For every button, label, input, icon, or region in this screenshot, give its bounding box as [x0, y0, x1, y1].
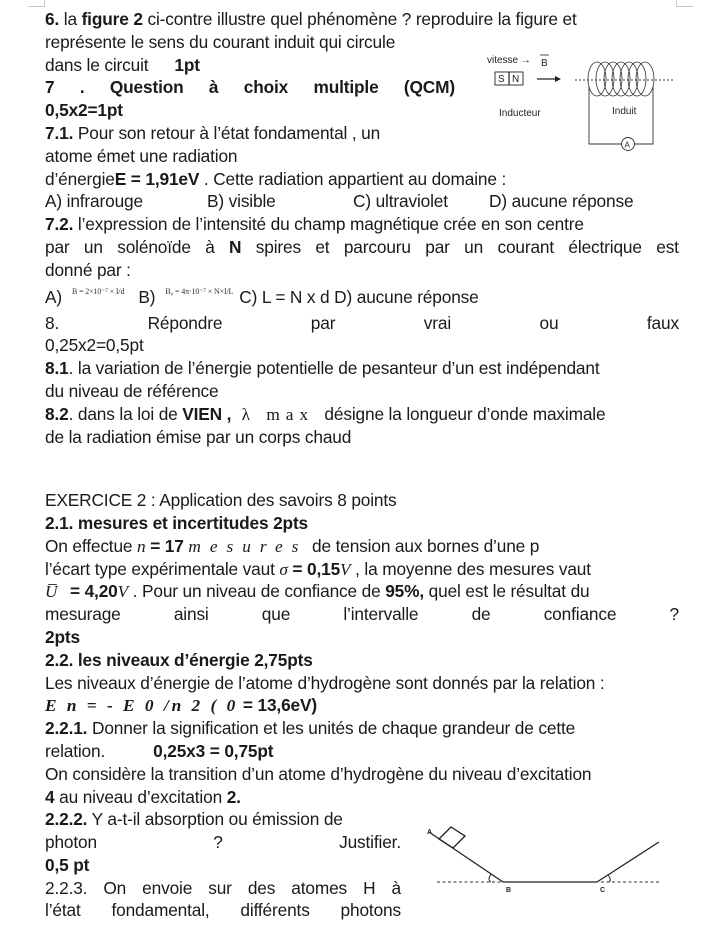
transition-line1: On considère la transition d’un atome d’hydrogène du niveau d’excitation — [45, 763, 592, 784]
point-c: C — [600, 887, 606, 894]
q8-heading-word: 8. — [45, 312, 60, 333]
q72-word: et — [315, 236, 330, 257]
q7-heading — [45, 76, 455, 99]
section-2-2-title: 2.2. les niveaux d’énergie 2,75pts — [45, 649, 313, 670]
induced-label: Induit — [612, 106, 637, 117]
transition-text: au niveau d’excitation — [54, 786, 227, 807]
magnet-n: N — [512, 74, 520, 85]
s21-u-value: = 4,20 — [65, 581, 118, 602]
s21-word: ? — [669, 604, 679, 625]
q72-word: est — [656, 236, 679, 257]
s223-word: 2.2.3. — [45, 877, 88, 898]
transition-from: 4 — [45, 786, 55, 807]
ramp-figure — [425, 822, 665, 907]
q8-heading-word: vrai — [423, 312, 452, 333]
q72-word: N — [229, 236, 242, 257]
s223-word: envoie — [142, 877, 193, 898]
q72-options — [45, 282, 679, 312]
q72-formula-a: B = 2×10⁻⁷ × I/d — [71, 286, 125, 296]
q82-number: 8.2 — [45, 403, 69, 424]
s21-word: confiance — [543, 604, 617, 625]
q71-text: . Cette radiation appartient au domaine : — [199, 168, 507, 189]
s22-relation-symbols: E n = - E 0 /n 2 ( 0 — [45, 696, 239, 716]
s221-line1 — [45, 717, 679, 740]
q7-points: 0,5x2=1pt — [45, 100, 123, 121]
q72-word: courant — [497, 236, 555, 257]
angle-arc-c — [608, 875, 610, 882]
q72-option-d: aucune réponse — [352, 286, 479, 307]
s21-line3 — [45, 580, 679, 603]
q6-line1 — [45, 8, 679, 31]
q72-word: électrique — [568, 236, 642, 257]
q72-option-c: C) L = N x d D) — [239, 286, 353, 307]
s223-word: des — [247, 877, 276, 898]
q71-text: d’énergie — [45, 168, 115, 189]
q82-symbol: λ max — [231, 404, 325, 424]
block — [439, 827, 465, 848]
q6-text: ci-contre illustre quel phénomène ? reproduire la figure et — [142, 9, 577, 29]
incline-cd — [597, 842, 659, 882]
q72-word: par — [425, 236, 450, 257]
s21-n-symbol: n — [137, 536, 146, 556]
q71-text: Pour son retour à l’état fondamental , un — [73, 122, 381, 143]
q81-number: 8.1 — [45, 358, 69, 379]
s21-line4 — [45, 603, 679, 626]
s221-text: Donner la signification et les unités de chaque grandeur de cette — [87, 718, 576, 739]
s22-relation-value: = 13,6eV) — [238, 695, 317, 716]
s21-mesures: mesures — [188, 536, 308, 556]
s21-u-symbol: U̅ — [45, 582, 58, 602]
q7-heading-word: choix — [243, 77, 289, 98]
q72-word: un — [83, 236, 103, 257]
solenoid-coils — [588, 62, 654, 96]
s21-word: que — [261, 604, 291, 625]
s222-word: Justifier. — [339, 832, 401, 853]
q71-line3 — [45, 168, 679, 191]
q7-heading-word: (QCM) — [403, 77, 455, 98]
s223-word: photons — [340, 900, 401, 921]
q7-heading-word: 7 — [45, 77, 55, 98]
s221-text: relation. — [45, 740, 106, 761]
q6-text: représente le sens du courant induit qui circule — [45, 31, 396, 52]
s22-relation — [45, 694, 679, 717]
q82-text: désigne la longueur d’onde maximale — [324, 403, 606, 424]
q8-points: 0,25x2=0,5pt — [45, 335, 144, 356]
q72-word: solénoïde — [117, 236, 191, 257]
q82-text: . dans la loi de — [68, 403, 183, 424]
s223-line1 — [45, 877, 401, 900]
s21-text: . Pour un niveau de confiance de — [128, 581, 386, 602]
q72-line3: donné par : — [45, 259, 131, 280]
q6-line2 — [45, 31, 455, 54]
q72-word: à — [205, 236, 215, 257]
page-corner-right — [676, 0, 693, 7]
magnet-s: S — [498, 74, 505, 85]
q8-heading-word: par — [310, 312, 336, 333]
q71-option-a: A) infrarouge — [45, 191, 143, 212]
induction-figure — [485, 52, 675, 152]
s222-points: 0,5 pt — [45, 854, 90, 875]
s21-unit: V — [117, 582, 129, 602]
q71-number: 7.1. — [45, 122, 74, 143]
q72-text: l’expression de l’intensité du champ magnétique crée en son centre — [73, 214, 584, 235]
s21-points: 2pts — [45, 626, 80, 647]
s22-line1: Les niveaux d’énergie de l’atome d’hydrogène sont donnés par la relation : — [45, 672, 605, 693]
field-label: B — [541, 58, 548, 69]
page-corner-left — [28, 0, 45, 7]
q72-word: spires — [255, 236, 301, 257]
q81-line2: du niveau de référence — [45, 380, 219, 401]
transition-line2 — [45, 786, 679, 809]
transition-to: 2. — [226, 786, 241, 807]
q72-formula-b: B₀ = 4π·10⁻⁷ × N×I/L — [165, 286, 234, 296]
q6-points: 1pt — [174, 54, 200, 75]
s21-word: de — [471, 604, 491, 625]
s21-line2 — [45, 558, 679, 581]
q72-line1 — [45, 213, 679, 236]
point-a: A — [427, 829, 433, 836]
q6-text: dans le circuit — [45, 54, 149, 75]
q82-law: VIEN , — [182, 403, 232, 424]
exercise2-title: EXERCICE 2 : Application des savoirs 8 points — [45, 490, 397, 511]
angle-arc-b — [489, 874, 491, 882]
q82-line1 — [45, 403, 679, 426]
s223-word: différents — [240, 900, 310, 921]
q6-number: 6. — [45, 9, 60, 29]
s223-line2 — [45, 899, 401, 922]
q81-text: . la variation de l’énergie potentielle de pesanteur d’un est indépendant — [68, 358, 600, 379]
s21-text: On effectue — [45, 535, 138, 556]
s223-word: sur — [208, 877, 232, 898]
q7-heading-word: Question — [109, 77, 184, 98]
s222-word: ? — [213, 832, 223, 853]
s21-sigma: σ — [279, 559, 288, 579]
speed-label: vitesse → — [487, 55, 531, 66]
q7-heading-word: multiple — [313, 77, 379, 98]
q8-heading — [45, 312, 679, 335]
s222-line2 — [45, 831, 401, 854]
q8-heading-word: ou — [539, 312, 559, 333]
q71-option-d: D) aucune réponse — [489, 191, 634, 212]
s221-number: 2.2.1. — [45, 718, 88, 739]
s21-text: de tension aux bornes d’une p — [307, 535, 540, 556]
s223-word: atomes — [291, 877, 348, 898]
s223-word: fondamental, — [111, 900, 210, 921]
s223-word: On — [103, 877, 127, 898]
s221-line2 — [45, 740, 679, 763]
q71-energy: E = 1,91eV — [114, 168, 200, 189]
ammeter-label: A — [624, 140, 630, 150]
s21-text: quel est le résultat du — [424, 581, 590, 602]
q7-heading-word: . — [79, 77, 85, 98]
q8-heading-word: Répondre — [147, 312, 223, 333]
q7-heading-word: à — [208, 77, 219, 98]
point-b: B — [506, 887, 512, 894]
q72-number: 7.2. — [45, 214, 74, 235]
q6-text: la — [59, 9, 82, 29]
s21-word: l’intervalle — [343, 604, 419, 625]
s21-n-value: = 17 — [145, 535, 189, 556]
q71-option-b: B) visible — [207, 191, 276, 212]
q82-line2: de la radiation émise par un corps chaud — [45, 426, 352, 447]
q72-option-a-label: A) — [45, 286, 62, 307]
inductor-label: Inducteur — [499, 108, 541, 119]
q71-options — [45, 190, 679, 213]
section-2-1-title: 2.1. mesures et incertitudes 2pts — [45, 512, 309, 533]
s222-number: 2.2.2. — [45, 809, 88, 830]
s21-confidence: 95%, — [385, 581, 425, 602]
q72-word: un — [464, 236, 484, 257]
s221-points: 0,25x3 = 0,75pt — [153, 740, 274, 761]
q72-word: par — [45, 236, 70, 257]
s21-line1 — [45, 535, 679, 558]
s223-word: l’état — [45, 900, 81, 921]
s222-word: photon — [45, 832, 97, 853]
s21-word: mesurage — [45, 604, 121, 625]
figure-ref: figure 2 — [81, 9, 143, 29]
q72-word: parcouru — [343, 236, 411, 257]
s21-unit: V — [340, 559, 351, 579]
s222-text: Y a-t-il absorption ou émission de — [87, 809, 343, 830]
q72-line2 — [45, 236, 679, 259]
s21-text: l’écart type expérimentale vaut — [45, 558, 280, 579]
s21-word: ainsi — [173, 604, 209, 625]
q71-option-c: C) ultraviolet — [353, 191, 448, 212]
s223-word: à — [391, 877, 401, 898]
q81-line1 — [45, 357, 679, 380]
s21-text: , la moyenne des mesures vaut — [350, 558, 591, 579]
q8-heading-word: faux — [646, 312, 679, 333]
q71-line2: atome émet une radiation — [45, 145, 238, 166]
q72-option-b-label: B) — [138, 286, 156, 307]
s223-word: H — [363, 877, 376, 898]
s21-sigma-value: = 0,15 — [287, 558, 341, 579]
